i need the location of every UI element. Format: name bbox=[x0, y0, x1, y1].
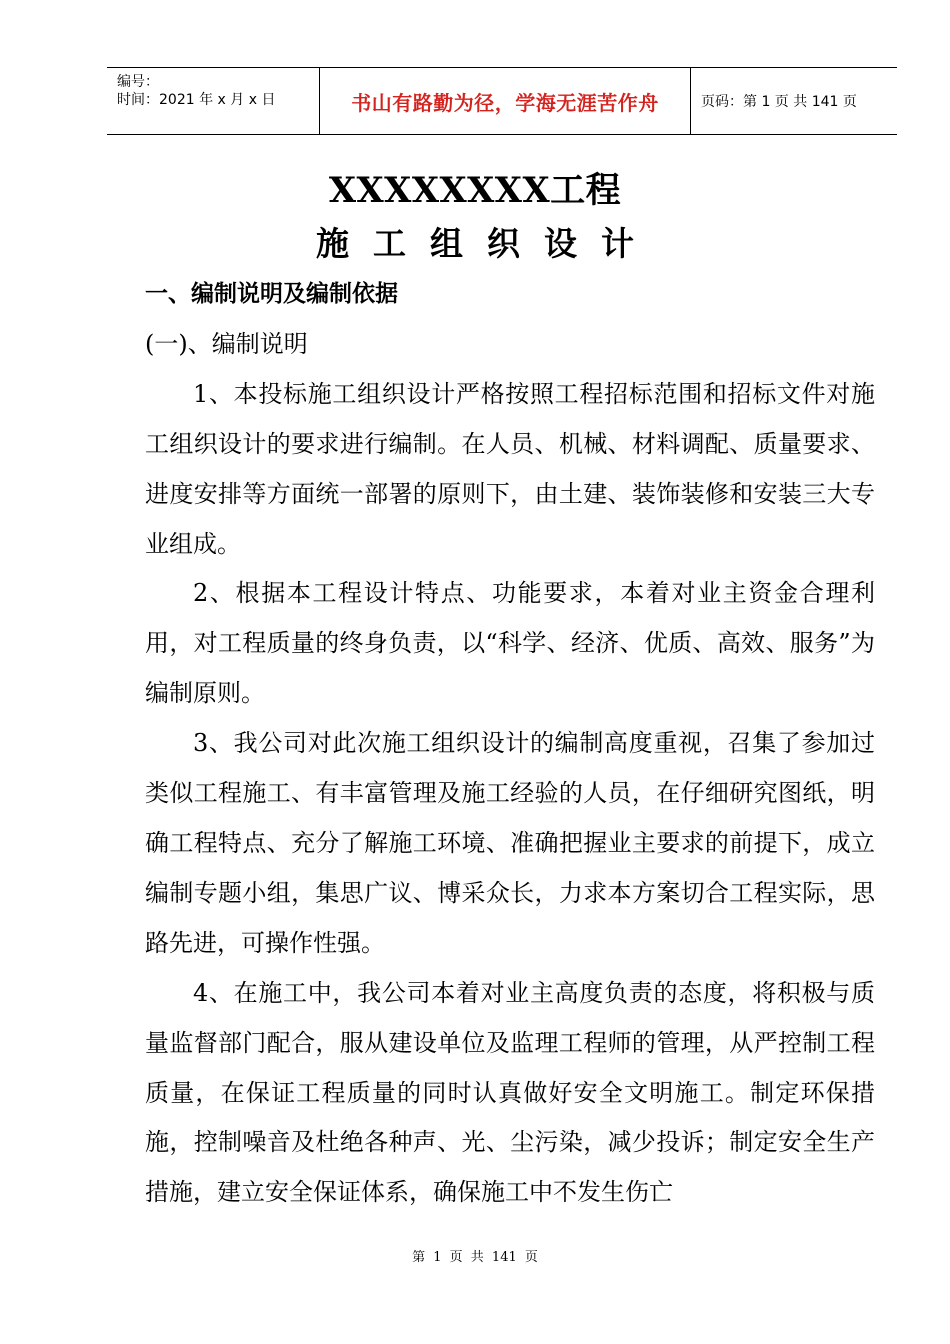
paragraph-3: 3、我公司对此次施工组织设计的编制高度重视，召集了参加过类似工程施工、有丰富管理及施工经验的人员，在仔细研究图纸，明确工程特点、充分了解施工环境、准确把握业主要求的前提下，成立编制专题小组，集思广议、博采众长，力求本方案切合工程实际，思路先进，可操作性强。 bbox=[145, 729, 875, 957]
document-body bbox=[145, 270, 875, 1218]
header-motto: 书山有路勤为径，学海无涯苦作舟 bbox=[320, 68, 691, 135]
number-label: 编号： bbox=[117, 74, 159, 90]
sub-heading: (一)、编制说明 bbox=[145, 329, 308, 358]
header-meta-cell bbox=[107, 68, 320, 135]
document-subtitle: 施工组织设计 bbox=[316, 224, 658, 263]
document-header bbox=[107, 67, 897, 135]
paragraph-1: 1、本投标施工组织设计严格按照工程招标范围和招标文件对施工组织设计的要求进行编制。在人员、机械、材料调配、质量要求、进度安排等方面统一部署的原则下，由土建、装饰装修和安装三大专业组成。 bbox=[145, 379, 875, 558]
document-title: XXXXXXXX工程 bbox=[328, 170, 622, 211]
section-heading: 一、编制说明及编制依据 bbox=[145, 281, 398, 307]
time-label: 时间：2021 年 x 月 x 日 bbox=[117, 92, 276, 108]
page-footer: 第 1 页 共 141 页 bbox=[412, 1250, 538, 1265]
paragraph-2: 2、根据本工程设计特点、功能要求，本着对业主资金合理利用，对工程质量的终身负责，以“科学、经济、优质、高效、服务”为编制原则。 bbox=[145, 579, 875, 708]
paragraph-4: 4、在施工中，我公司本着对业主高度负责的态度，将积极与质量监督部门配合，服从建设单位及监理工程师的管理，从严控制工程质量，在保证工程质量的同时认真做好安全文明施工。制定环保措施，控制噪音及杜绝各种声、光、尘污染，减少投诉；制定安全生产措施，建立安全保证体系，确保施工中不发生伤亡 bbox=[145, 978, 875, 1207]
header-page-info: 页码：第 1 页 共 141 页 bbox=[691, 68, 898, 135]
